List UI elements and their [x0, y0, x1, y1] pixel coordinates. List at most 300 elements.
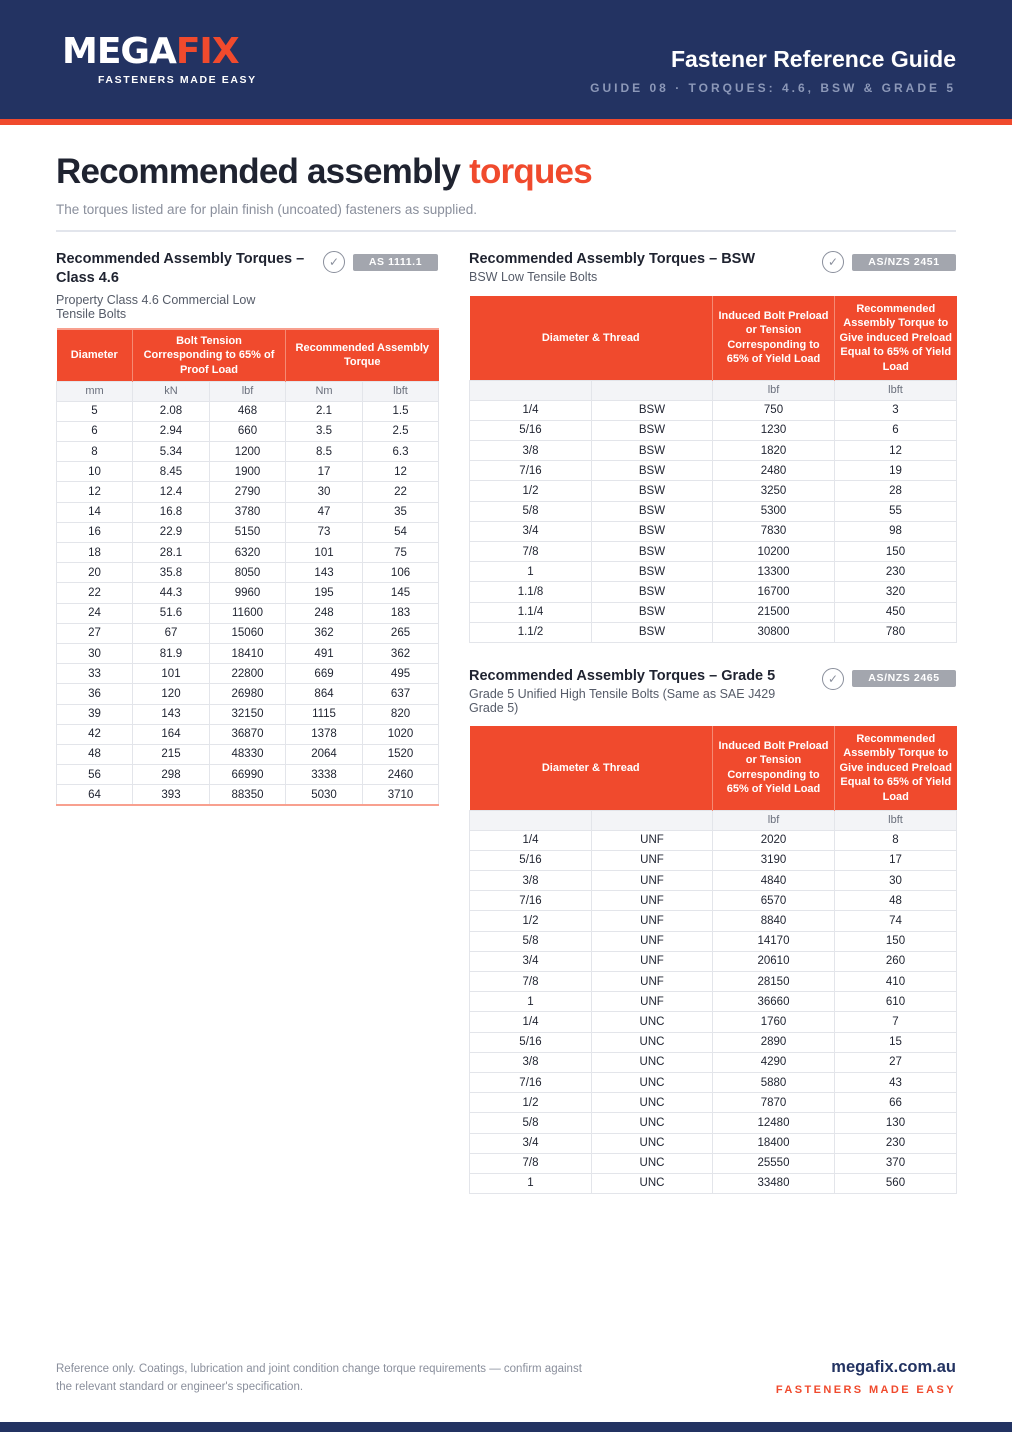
table-cell: 18410	[210, 643, 286, 663]
table-cell: 2.1	[286, 401, 363, 421]
table-cell: 22800	[210, 664, 286, 684]
table-cell: 24	[57, 603, 133, 623]
table-cell: 1115	[286, 704, 363, 724]
table-row	[470, 891, 957, 911]
table-cell: 55	[835, 501, 957, 521]
title-divider	[56, 230, 956, 232]
unit-cell	[470, 380, 592, 400]
table-row	[57, 744, 439, 764]
table-row	[57, 684, 439, 704]
table-cell: 66	[835, 1093, 957, 1113]
table-cell: 370	[835, 1153, 957, 1173]
table-cell: UNF	[592, 850, 713, 870]
check-icon: ✓	[323, 251, 345, 273]
table-cell: 5/16	[470, 850, 592, 870]
table-row	[470, 1093, 957, 1113]
table-row	[57, 583, 439, 603]
table-cell: BSW	[592, 521, 713, 541]
table-cell: 1200	[210, 442, 286, 462]
table-cell: 32150	[210, 704, 286, 724]
table-cell: 67	[133, 623, 210, 643]
table-cell: 30	[286, 482, 363, 502]
table-row	[470, 602, 957, 622]
table-cell: 230	[835, 1133, 957, 1153]
table-cell: 864	[286, 684, 363, 704]
table-cell: 2064	[286, 744, 363, 764]
table-row	[470, 441, 957, 461]
table-cell: 3710	[363, 785, 439, 805]
table-cell: 101	[286, 543, 363, 563]
table-row	[470, 1133, 957, 1153]
table-cell: BSW	[592, 481, 713, 501]
table-cell: 3190	[713, 850, 835, 870]
check-icon: ✓	[822, 251, 844, 273]
class46-heading	[56, 250, 438, 328]
table-cell: 5/16	[470, 1032, 592, 1052]
table-cell: BSW	[592, 420, 713, 440]
page-header	[0, 0, 1012, 119]
table-row	[470, 1153, 957, 1173]
table-cell: 17	[835, 850, 957, 870]
table-cell: 150	[835, 542, 957, 562]
logo-accent: FIX	[175, 31, 239, 72]
table-cell: 98	[835, 521, 957, 541]
class46-title: Recommended Assembly Torques – Class 4.6	[56, 251, 305, 286]
table-cell: 9960	[210, 583, 286, 603]
header-assembly-torque: Recommended Assembly Torque to Give induced Preload Equal to 65% of Yield Load	[835, 296, 957, 380]
unit-cell: lbft	[363, 381, 439, 401]
grade5-table-body	[470, 810, 957, 1194]
unit-cell: mm	[57, 381, 133, 401]
table-cell: 8.5	[286, 442, 363, 462]
table-cell: 298	[133, 765, 210, 785]
page-intro: The torques listed are for plain finish (uncoated) fasteners as supplied.	[56, 202, 477, 217]
standard-badge: AS/NZS 2451	[852, 254, 956, 271]
table-cell: 5030	[286, 785, 363, 805]
table-cell: 2.5	[363, 421, 439, 441]
table-cell: 1/2	[470, 1093, 592, 1113]
table-row	[470, 582, 957, 602]
table-row	[470, 461, 957, 481]
logo-tagline: FASTENERS MADE EASY	[98, 74, 257, 86]
table-row	[470, 830, 957, 850]
table-cell: UNC	[592, 1153, 713, 1173]
grade5-subtitle: Grade 5 Unified High Tensile Bolts (Same as SAE J429 Grade 5)	[469, 687, 776, 715]
table-cell: 3338	[286, 765, 363, 785]
table-cell: 6320	[210, 543, 286, 563]
table-cell: 1/4	[470, 400, 592, 420]
table-cell: 8.45	[133, 462, 210, 482]
table-row	[470, 562, 957, 582]
units-row	[470, 380, 957, 400]
table-cell: BSW	[592, 542, 713, 562]
table-cell: 1/2	[470, 911, 592, 931]
unit-cell: lbf	[713, 810, 835, 830]
table-cell: 75	[363, 543, 439, 563]
table-cell: 145	[363, 583, 439, 603]
table-cell: 3	[835, 400, 957, 420]
units-row	[470, 810, 957, 830]
table-cell: 35.8	[133, 563, 210, 583]
table-cell: 18	[57, 543, 133, 563]
table-cell: 3/4	[470, 1133, 592, 1153]
table-cell: 14	[57, 502, 133, 522]
table-row	[57, 401, 439, 421]
logo-main: MEGA	[62, 31, 176, 72]
table-cell: 47	[286, 502, 363, 522]
table-cell: 5.34	[133, 442, 210, 462]
page-title	[56, 152, 592, 192]
table-cell: UNC	[592, 1093, 713, 1113]
table-cell: 6.3	[363, 442, 439, 462]
table-cell: 15	[835, 1032, 957, 1052]
table-cell: 14170	[713, 931, 835, 951]
table-row	[57, 643, 439, 663]
table-cell: 56	[57, 765, 133, 785]
table-cell: 2890	[713, 1032, 835, 1052]
table-cell: 74	[835, 911, 957, 931]
table-cell: 7/8	[470, 972, 592, 992]
table-row	[57, 623, 439, 643]
table-cell: 43	[835, 1072, 957, 1092]
table-cell: 15060	[210, 623, 286, 643]
table-cell: 3/8	[470, 871, 592, 891]
table-row	[470, 1173, 957, 1193]
class46-table-body	[57, 381, 439, 805]
table-cell: 468	[210, 401, 286, 421]
table-cell: 7/16	[470, 891, 592, 911]
table-cell: 2480	[713, 461, 835, 481]
table-cell: 320	[835, 582, 957, 602]
table-cell: BSW	[592, 400, 713, 420]
table-cell: 4290	[713, 1052, 835, 1072]
table-row	[470, 622, 957, 642]
table-row	[470, 1032, 957, 1052]
standard-badge: AS 1111.1	[353, 254, 438, 271]
table-cell: 3780	[210, 502, 286, 522]
table-cell: 33480	[713, 1173, 835, 1193]
table-row	[470, 420, 957, 440]
table-cell: 495	[363, 664, 439, 684]
table-cell: 610	[835, 992, 957, 1012]
table-cell: 260	[835, 951, 957, 971]
unit-cell: kN	[133, 381, 210, 401]
table-cell: 6	[835, 420, 957, 440]
table-cell: UNF	[592, 830, 713, 850]
table-cell: 393	[133, 785, 210, 805]
table-cell: 6	[57, 421, 133, 441]
table-row	[470, 972, 957, 992]
table-cell: 39	[57, 704, 133, 724]
table-cell: 48	[835, 891, 957, 911]
table-cell: 637	[363, 684, 439, 704]
table-cell: 6570	[713, 891, 835, 911]
bsw-table	[469, 296, 957, 643]
table-cell: 2020	[713, 830, 835, 850]
table-cell: 164	[133, 724, 210, 744]
table-cell: 2460	[363, 765, 439, 785]
table-cell: 410	[835, 972, 957, 992]
table-cell: 19	[835, 461, 957, 481]
table-cell: 64	[57, 785, 133, 805]
table-cell: 1	[470, 992, 592, 1012]
table-cell: 16700	[713, 582, 835, 602]
table-cell: 36660	[713, 992, 835, 1012]
table-cell: 7830	[713, 521, 835, 541]
table-cell: 7/16	[470, 461, 592, 481]
header-diameter-thread: Diameter & Thread	[470, 726, 713, 810]
table-cell: 1/2	[470, 481, 592, 501]
table-cell: 1820	[713, 441, 835, 461]
table-cell: UNC	[592, 1113, 713, 1133]
table-cell: 143	[133, 704, 210, 724]
table-cell: 265	[363, 623, 439, 643]
table-cell: 2790	[210, 482, 286, 502]
table-cell: 36	[57, 684, 133, 704]
table-cell: UNF	[592, 911, 713, 931]
table-cell: 3/4	[470, 521, 592, 541]
bsw-heading	[469, 250, 956, 296]
table-cell: 362	[286, 623, 363, 643]
table-row	[470, 1113, 957, 1133]
table-cell: 5150	[210, 522, 286, 542]
table-cell: 7/8	[470, 542, 592, 562]
table-row	[57, 442, 439, 462]
table-cell: 820	[363, 704, 439, 724]
table-row	[470, 871, 957, 891]
table-cell: 7870	[713, 1093, 835, 1113]
table-cell: 28.1	[133, 543, 210, 563]
table-cell: 230	[835, 562, 957, 582]
table-row	[57, 765, 439, 785]
table-row	[470, 850, 957, 870]
table-cell: BSW	[592, 582, 713, 602]
table-cell: BSW	[592, 602, 713, 622]
table-cell: 30800	[713, 622, 835, 642]
table-cell: 660	[210, 421, 286, 441]
table-row	[57, 482, 439, 502]
table-row	[57, 785, 439, 805]
units-row	[57, 381, 439, 401]
unit-cell	[592, 810, 713, 830]
bsw-title: Recommended Assembly Torques – BSW	[469, 251, 756, 267]
table-cell: 28150	[713, 972, 835, 992]
table-cell: 20610	[713, 951, 835, 971]
table-cell: 44.3	[133, 583, 210, 603]
table-cell: 20	[57, 563, 133, 583]
table-cell: 21500	[713, 602, 835, 622]
table-cell: 73	[286, 522, 363, 542]
unit-cell	[470, 810, 592, 830]
table-cell: 25550	[713, 1153, 835, 1173]
table-cell: BSW	[592, 622, 713, 642]
table-cell: UNC	[592, 1032, 713, 1052]
page-title-accent: torques	[469, 152, 592, 191]
table-cell: 8	[835, 830, 957, 850]
table-cell: 1.1/2	[470, 622, 592, 642]
table-row	[57, 522, 439, 542]
table-cell: 18400	[713, 1133, 835, 1153]
table-cell: 3/8	[470, 1052, 592, 1072]
table-cell: 5880	[713, 1072, 835, 1092]
table-cell: 4840	[713, 871, 835, 891]
table-cell: 1020	[363, 724, 439, 744]
table-cell: 5300	[713, 501, 835, 521]
table-header-row	[470, 296, 957, 380]
table-row	[57, 543, 439, 563]
table-cell: 30	[57, 643, 133, 663]
table-row	[470, 1052, 957, 1072]
table-cell: 1	[470, 1173, 592, 1193]
table-cell: 215	[133, 744, 210, 764]
table-cell: 22.9	[133, 522, 210, 542]
table-cell: 33	[57, 664, 133, 684]
table-cell: BSW	[592, 441, 713, 461]
table-cell: 195	[286, 583, 363, 603]
table-cell: UNF	[592, 992, 713, 1012]
table-row	[57, 724, 439, 744]
table-row	[470, 911, 957, 931]
table-cell: 560	[835, 1173, 957, 1193]
check-icon: ✓	[822, 668, 844, 690]
table-cell: 183	[363, 603, 439, 623]
table-cell: 248	[286, 603, 363, 623]
header-diameter: Diameter	[57, 329, 133, 381]
class46-section	[56, 250, 438, 806]
table-cell: 66990	[210, 765, 286, 785]
table-cell: UNC	[592, 1173, 713, 1193]
table-cell: UNF	[592, 931, 713, 951]
footer-note: Reference only. Coatings, lubrication and joint condition change torque requirements — confirm against the relevant standard or engineer's specification.	[56, 1363, 582, 1393]
table-row	[57, 603, 439, 623]
standard-badge: AS/NZS 2465	[852, 670, 956, 687]
footer-url: megafix.com.au	[831, 1358, 956, 1376]
header-accent-stripe	[0, 119, 1012, 125]
table-cell: 22	[57, 583, 133, 603]
table-cell: 450	[835, 602, 957, 622]
table-cell: 143	[286, 563, 363, 583]
table-cell: 106	[363, 563, 439, 583]
guide-subtitle: GUIDE 08 · TORQUES: 4.6, BSW & GRADE 5	[590, 81, 956, 95]
table-cell: 2.08	[133, 401, 210, 421]
table-row	[470, 481, 957, 501]
table-cell: 12480	[713, 1113, 835, 1133]
table-cell: 88350	[210, 785, 286, 805]
table-cell: 54	[363, 522, 439, 542]
table-cell: 10	[57, 462, 133, 482]
table-cell: 81.9	[133, 643, 210, 663]
table-cell: 7/8	[470, 1153, 592, 1173]
table-cell: 8840	[713, 911, 835, 931]
table-cell: 669	[286, 664, 363, 684]
table-cell: 28	[835, 481, 957, 501]
unit-cell	[592, 380, 713, 400]
table-cell: UNC	[592, 1072, 713, 1092]
table-cell: 48330	[210, 744, 286, 764]
bsw-subtitle: BSW Low Tensile Bolts	[469, 270, 598, 284]
guide-title: Fastener Reference Guide	[670, 46, 956, 72]
table-cell: 30	[835, 871, 957, 891]
table-cell: BSW	[592, 501, 713, 521]
table-cell: 5/16	[470, 420, 592, 440]
table-cell: 35	[363, 502, 439, 522]
table-row	[57, 502, 439, 522]
table-cell: 16.8	[133, 502, 210, 522]
table-row	[57, 664, 439, 684]
table-cell: 5/8	[470, 931, 592, 951]
table-cell: 491	[286, 643, 363, 663]
table-row	[470, 501, 957, 521]
table-cell: 130	[835, 1113, 957, 1133]
table-cell: 51.6	[133, 603, 210, 623]
table-cell: UNC	[592, 1012, 713, 1032]
table-row	[57, 462, 439, 482]
table-cell: 48	[57, 744, 133, 764]
bsw-table-body	[470, 380, 957, 642]
table-cell: 1900	[210, 462, 286, 482]
table-cell: 26980	[210, 684, 286, 704]
table-row	[470, 1012, 957, 1032]
table-cell: UNC	[592, 1052, 713, 1072]
table-row	[470, 542, 957, 562]
grade5-section	[469, 667, 956, 1194]
table-cell: 12	[835, 441, 957, 461]
table-cell: BSW	[592, 461, 713, 481]
header-diameter-thread: Diameter & Thread	[470, 296, 713, 380]
table-row	[470, 400, 957, 420]
megafix-logo	[62, 31, 257, 86]
table-cell: 1	[470, 562, 592, 582]
table-cell: 5/8	[470, 501, 592, 521]
table-row	[470, 521, 957, 541]
table-cell: 7	[835, 1012, 957, 1032]
header-bolt-preload: Induced Bolt Preload or Tension Corresponding to 65% of Yield Load	[713, 726, 835, 810]
bsw-section	[469, 250, 956, 643]
table-cell: 42	[57, 724, 133, 744]
table-cell: 101	[133, 664, 210, 684]
table-cell: 3/4	[470, 951, 592, 971]
table-cell: 11600	[210, 603, 286, 623]
table-cell: 17	[286, 462, 363, 482]
table-cell: 1.1/4	[470, 602, 592, 622]
unit-cell: lbft	[835, 810, 957, 830]
table-cell: 120	[133, 684, 210, 704]
table-cell: 1/4	[470, 830, 592, 850]
table-cell: 13300	[713, 562, 835, 582]
unit-cell: Nm	[286, 381, 363, 401]
table-cell: 1760	[713, 1012, 835, 1032]
table-cell: 362	[363, 643, 439, 663]
table-cell: 10200	[713, 542, 835, 562]
table-cell: 3/8	[470, 441, 592, 461]
table-cell: 16	[57, 522, 133, 542]
page-title-main: Recommended assembly	[56, 152, 461, 191]
table-cell: 780	[835, 622, 957, 642]
table-cell: 12.4	[133, 482, 210, 502]
table-row	[57, 704, 439, 724]
class46-table	[56, 328, 439, 806]
table-row	[57, 563, 439, 583]
header-bolt-preload: Induced Bolt Preload or Tension Corresponding to 65% of Yield Load	[713, 296, 835, 380]
grade5-title: Recommended Assembly Torques – Grade 5	[469, 668, 776, 684]
table-cell: 1.5	[363, 401, 439, 421]
table-row	[470, 1072, 957, 1092]
footer-bar	[0, 1422, 1012, 1432]
table-cell: 2.94	[133, 421, 210, 441]
table-cell: 27	[57, 623, 133, 643]
table-cell: 150	[835, 931, 957, 951]
table-row	[470, 992, 957, 1012]
